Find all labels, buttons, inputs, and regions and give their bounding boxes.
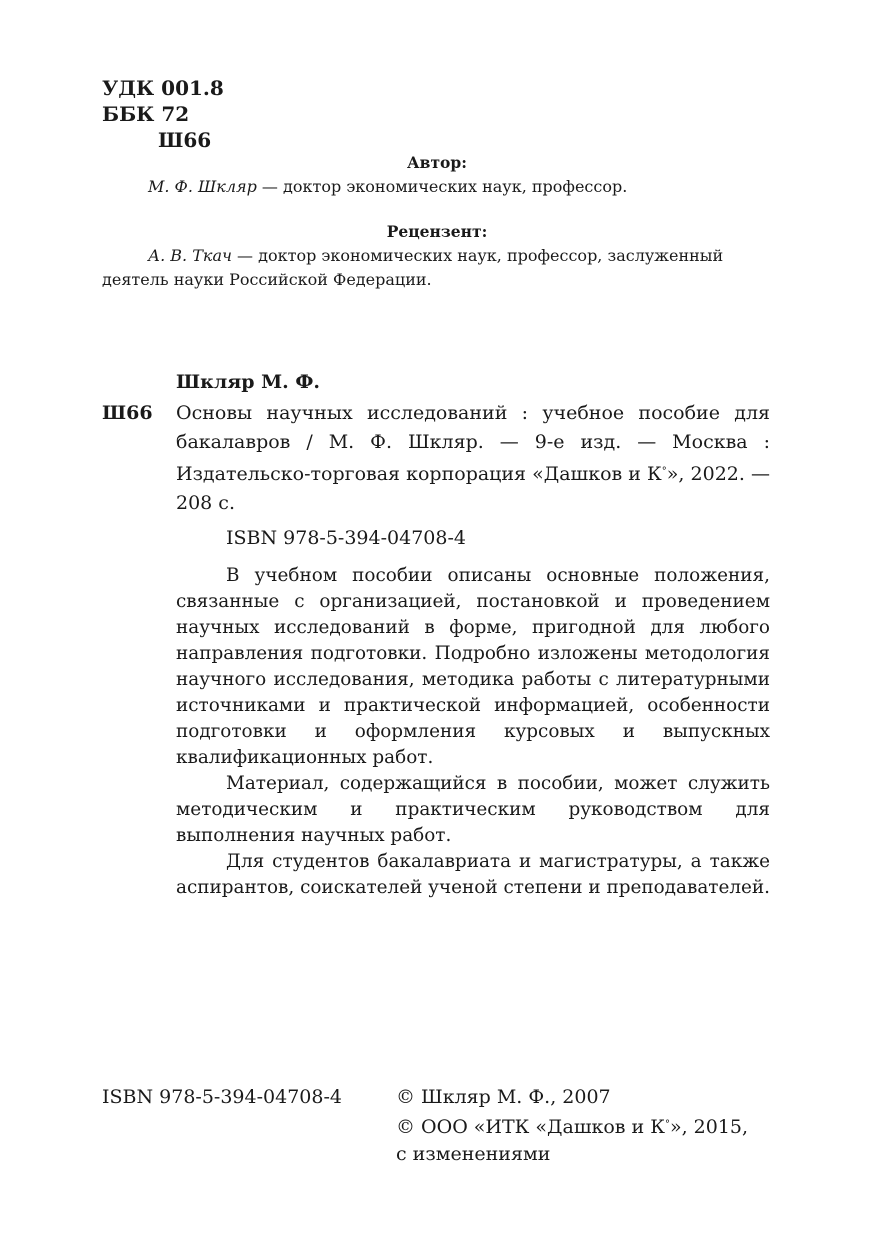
record-description-end: », 2022. — 208 с. [176, 463, 771, 514]
author-name: М. Ф. Шкляр [148, 177, 257, 196]
record-description [176, 399, 770, 518]
record-description-main: Основы научных исследований : учебное пособие для бакалавров / М. Ф. Шкляр. — 9-е изд. — Москва : Издательско-торговая корпорация «Дашков и К [176, 402, 770, 485]
record-isbn: ISBN 978-5-394-04708-4 [226, 527, 466, 549]
reviewer-name: А. В. Ткач [148, 246, 232, 265]
copyright-publisher-end: », 2015, [669, 1116, 749, 1138]
reviewer-block [102, 244, 772, 292]
footer-copyright [396, 1084, 748, 1168]
author-label: Автор: [407, 153, 467, 172]
bbk-code: ББК 72 [102, 102, 190, 126]
reviewer-description-1: — доктор экономических наук, профессор, заслуженный [231, 246, 724, 265]
author-mark: Ш66 [158, 128, 212, 152]
degree-superscript: ° [661, 466, 667, 477]
copyright-publisher-main: © ООО «ИТК «Дашков и К [396, 1116, 665, 1138]
author-description: — доктор экономических наук, профессор. [256, 177, 628, 196]
copyright-note: с изменениями [396, 1143, 551, 1165]
record-author-heading: Шкляр М. Ф. [176, 371, 321, 393]
footer-isbn: ISBN 978-5-394-04708-4 [102, 1086, 342, 1108]
annotation-paragraph: Для студентов бакалавриата и магистратуры, а также аспирантов, соискателей ученой степени и преподавателей. [176, 851, 771, 898]
annotation-paragraph: Материал, содержащийся в пособии, может служить методическим и практическим руководством для выполнения научных работ. [176, 773, 770, 846]
annotation [176, 563, 770, 901]
author-line [148, 175, 627, 199]
copyright-publisher [396, 1111, 748, 1141]
copyright-author: © Шкляр М. Ф., 2007 [396, 1086, 611, 1108]
record-code: Ш66 [102, 402, 153, 424]
reviewer-label: Рецензент: [386, 222, 488, 241]
reviewer-description-2: деятель науки Российской Федерации. [102, 270, 432, 289]
classification-block [102, 75, 224, 153]
udk-code: УДК 001.8 [102, 76, 224, 100]
annotation-paragraph: В учебном пособии описаны основные положения, связанные с организацией, постановкой и проведением научных исследований в форме, пригодной для любого направления подготовки. Подробно изложены методология научного исследования, методика работы с литературными источниками и практической информацией, особенности подготовки и оформления курсовых и выпускных квалификационных работ. [176, 565, 770, 768]
copyright-degree-superscript: ° [664, 1119, 670, 1130]
reviewer-line-1 [102, 244, 772, 268]
